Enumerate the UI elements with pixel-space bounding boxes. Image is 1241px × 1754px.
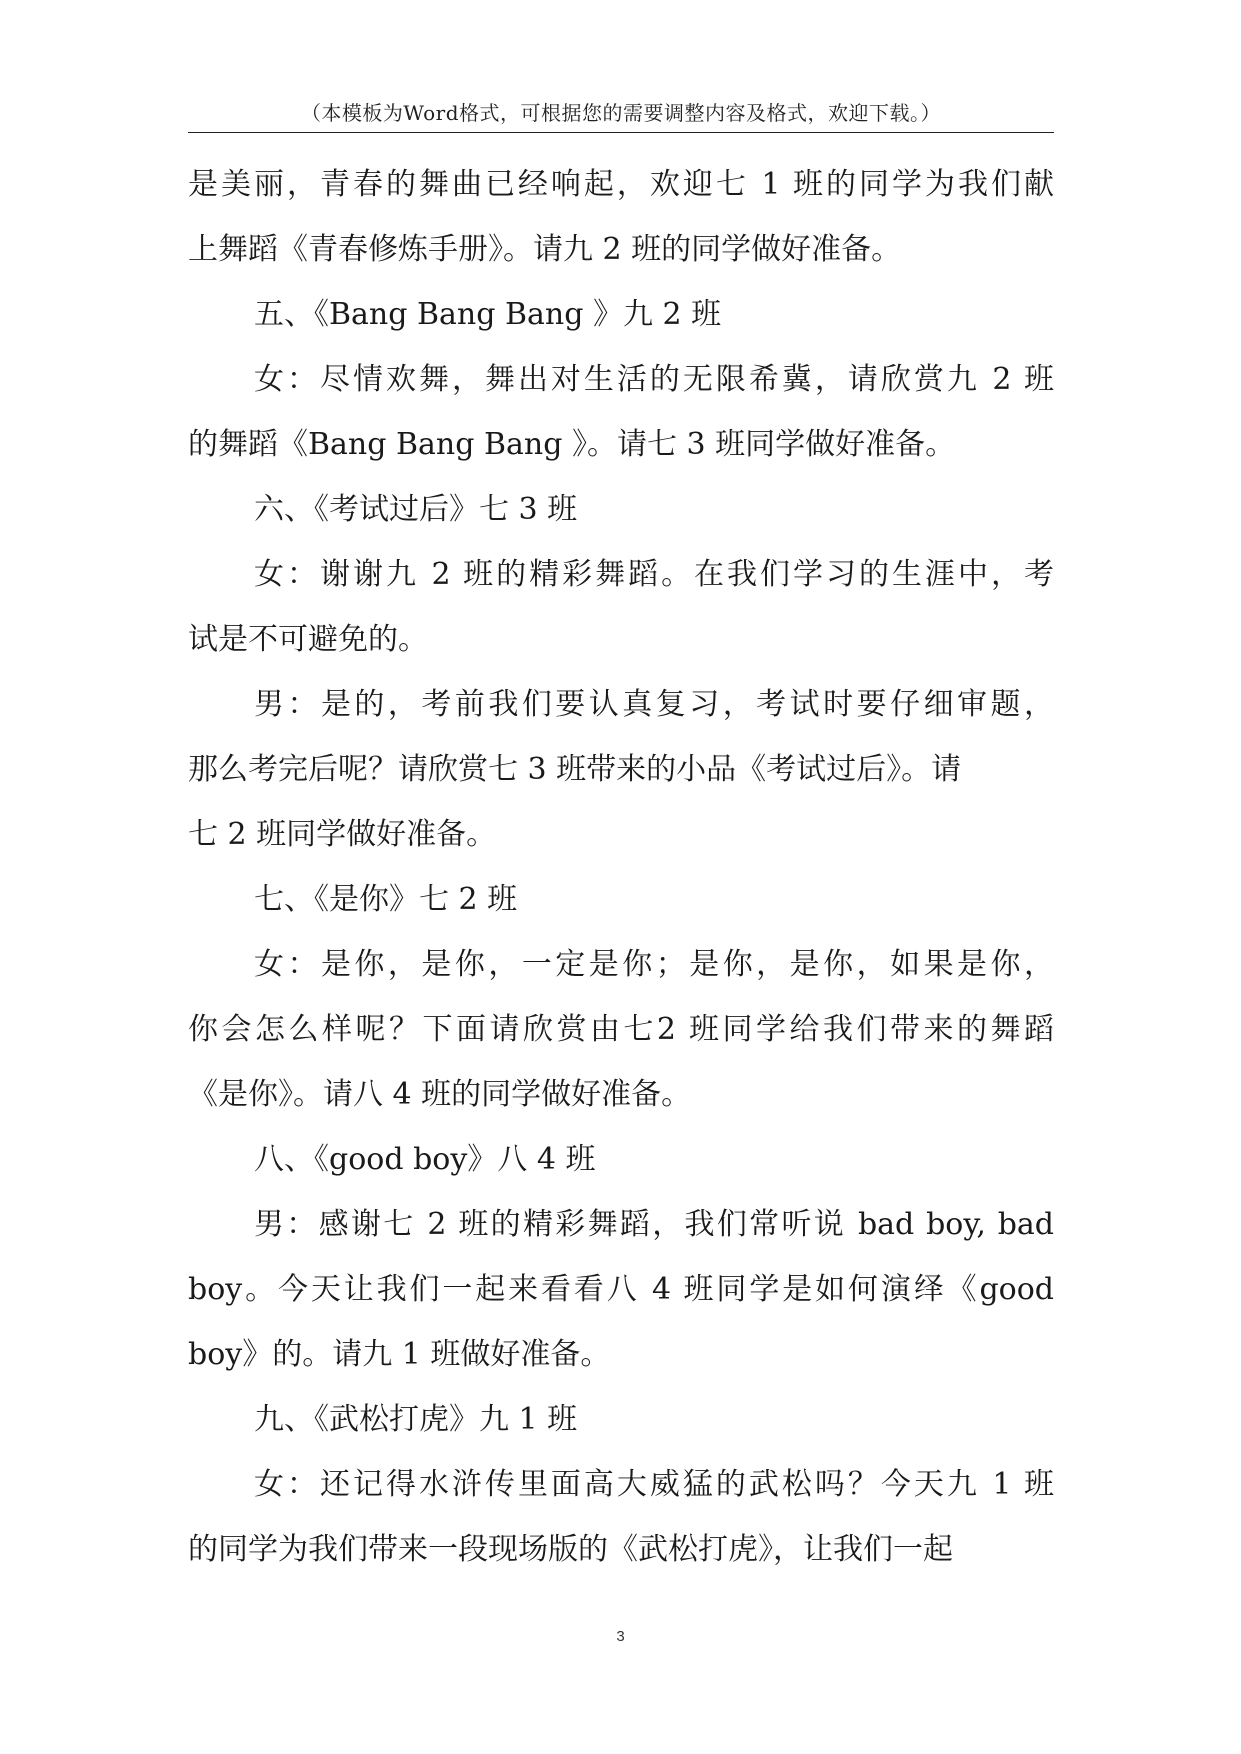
document-body: [188, 152, 1054, 1582]
text-line: 男：感谢七 2 班的精彩舞蹈，我们常听说 bad boy, bad: [254, 1207, 1054, 1242]
text-line: 的舞蹈《Bang Bang Bang 》。请七 3 班同学做好准备。: [188, 427, 956, 462]
text-line: 上舞蹈《青春修炼手册》。请九 2 班的同学做好准备。: [188, 232, 902, 267]
text-line: 八、《good boy》八 4 班: [254, 1142, 596, 1177]
text-line: 那么考完后呢？请欣赏七 3 班带来的小品《考试过后》。请: [188, 752, 962, 787]
page-number: 3: [616, 1628, 625, 1645]
text-line: 七、《是你》七 2 班: [254, 882, 518, 917]
text-line: 七 2 班同学做好准备。: [188, 817, 497, 852]
text-line: 六、《考试过后》七 3 班: [254, 492, 578, 527]
text-line: 五、《Bang Bang Bang 》九 2 班: [254, 297, 722, 332]
text-line: 你会怎么样呢？下面请欣赏由七2 班同学给我们带来的舞蹈: [188, 1012, 1054, 1047]
page-header-note: （本模板为Word格式，可根据您的需要调整内容及格式，欢迎下载。）: [300, 101, 942, 125]
text-line: 女：还记得水浒传里面高大威猛的武松吗？今天九 1 班: [254, 1467, 1054, 1502]
text-line: 女：尽情欢舞，舞出对生活的无限希冀，请欣赏九 2 班: [254, 362, 1054, 397]
text-line: 女：是你，是你，一定是你；是你，是你，如果是你，: [254, 947, 1054, 982]
text-line: 是美丽，青春的舞曲已经响起，欢迎七 1 班的同学为我们献: [188, 167, 1054, 202]
text-line: 的同学为我们带来一段现场版的《武松打虎》，让我们一起: [188, 1532, 953, 1567]
text-line: boy》的。请九 1 班做好准备。: [188, 1337, 611, 1372]
text-line: 女：谢谢九 2 班的精彩舞蹈。在我们学习的生涯中，考: [254, 557, 1054, 592]
text-line: boy。今天让我们一起来看看八 4 班同学是如何演绎《good: [188, 1272, 1054, 1307]
header-divider: [188, 132, 1054, 133]
text-line: 《是你》。请八 4 班的同学做好准备。: [188, 1077, 692, 1112]
text-line: 男：是的，考前我们要认真复习，考试时要仔细审题，: [254, 687, 1054, 722]
text-line: 试是不可避免的。: [188, 622, 428, 657]
text-line: 九、《武松打虎》九 1 班: [254, 1402, 578, 1437]
